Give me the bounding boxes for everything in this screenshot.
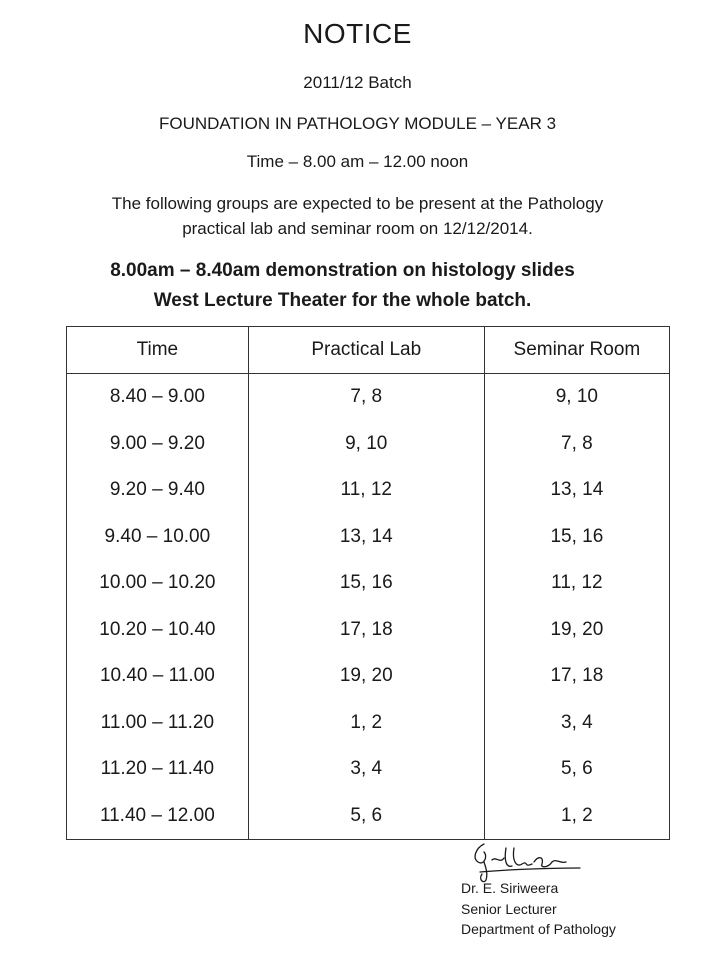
schedule-table (66, 326, 670, 840)
cell-seminar-room: 5, 6 (484, 746, 669, 793)
cell-seminar-room: 11, 12 (484, 560, 669, 607)
cell-time: 10.00 – 10.20 (67, 560, 249, 607)
table-row (67, 467, 670, 514)
cell-practical-lab: 1, 2 (248, 700, 484, 747)
module-line: FOUNDATION IN PATHOLOGY MODULE – YEAR 3 (158, 114, 557, 133)
cell-practical-lab: 3, 4 (248, 746, 484, 793)
table-row (67, 653, 670, 700)
cell-seminar-room: 7, 8 (484, 421, 669, 468)
cell-seminar-room: 3, 4 (484, 700, 669, 747)
cell-seminar-room: 9, 10 (484, 374, 669, 421)
table-row (67, 607, 670, 654)
table-header-row (67, 327, 670, 374)
cell-time: 9.00 – 9.20 (67, 421, 249, 468)
header-time: Time (67, 327, 249, 374)
cell-time: 9.20 – 9.40 (67, 467, 249, 514)
cell-practical-lab: 7, 8 (248, 374, 484, 421)
cell-time: 9.40 – 10.00 (67, 514, 249, 561)
signatory-title: Senior Lecturer (461, 901, 557, 917)
cell-practical-lab: 17, 18 (248, 607, 484, 654)
time-line: Time – 8.00 am – 12.00 noon (246, 152, 469, 171)
table-row (67, 514, 670, 561)
cell-time: 11.20 – 11.40 (67, 746, 249, 793)
cell-practical-lab: 11, 12 (248, 467, 484, 514)
table-row (67, 560, 670, 607)
table-row (67, 421, 670, 468)
cell-seminar-room: 1, 2 (484, 793, 669, 840)
intro-text (0, 191, 715, 241)
intro-line-1: The following groups are expected to be present at the Pathology (111, 194, 604, 213)
table-row (67, 746, 670, 793)
demo-line-2: West Lecture Theater for the whole batch. (153, 290, 532, 311)
cell-seminar-room: 13, 14 (484, 467, 669, 514)
intro-line-2: practical lab and seminar room on 12/12/2014. (182, 219, 533, 238)
cell-practical-lab: 13, 14 (248, 514, 484, 561)
cell-time: 10.20 – 10.40 (67, 607, 249, 654)
cell-seminar-room: 19, 20 (484, 607, 669, 654)
demo-line-1: 8.00am – 8.40am demonstration on histology slides (110, 260, 575, 281)
cell-practical-lab: 9, 10 (248, 421, 484, 468)
cell-practical-lab: 15, 16 (248, 560, 484, 607)
notice-heading: NOTICE (303, 18, 412, 49)
cell-time: 10.40 – 11.00 (67, 653, 249, 700)
handwritten-signature (462, 838, 592, 884)
table-row (67, 374, 670, 421)
header-seminar-room: Seminar Room (484, 327, 669, 374)
table-row (67, 793, 670, 840)
header-practical-lab: Practical Lab (248, 327, 484, 374)
cell-seminar-room: 15, 16 (484, 514, 669, 561)
signatory-department: Department of Pathology (461, 921, 616, 937)
table-row (67, 700, 670, 747)
cell-practical-lab: 19, 20 (248, 653, 484, 700)
cell-seminar-room: 17, 18 (484, 653, 669, 700)
cell-time: 11.40 – 12.00 (67, 793, 249, 840)
cell-time: 11.00 – 11.20 (67, 700, 249, 747)
cell-practical-lab: 5, 6 (248, 793, 484, 840)
signatory-name: Dr. E. Siriweera (461, 880, 559, 896)
batch-line: 2011/12 Batch (303, 73, 412, 92)
cell-time: 8.40 – 9.00 (67, 374, 249, 421)
